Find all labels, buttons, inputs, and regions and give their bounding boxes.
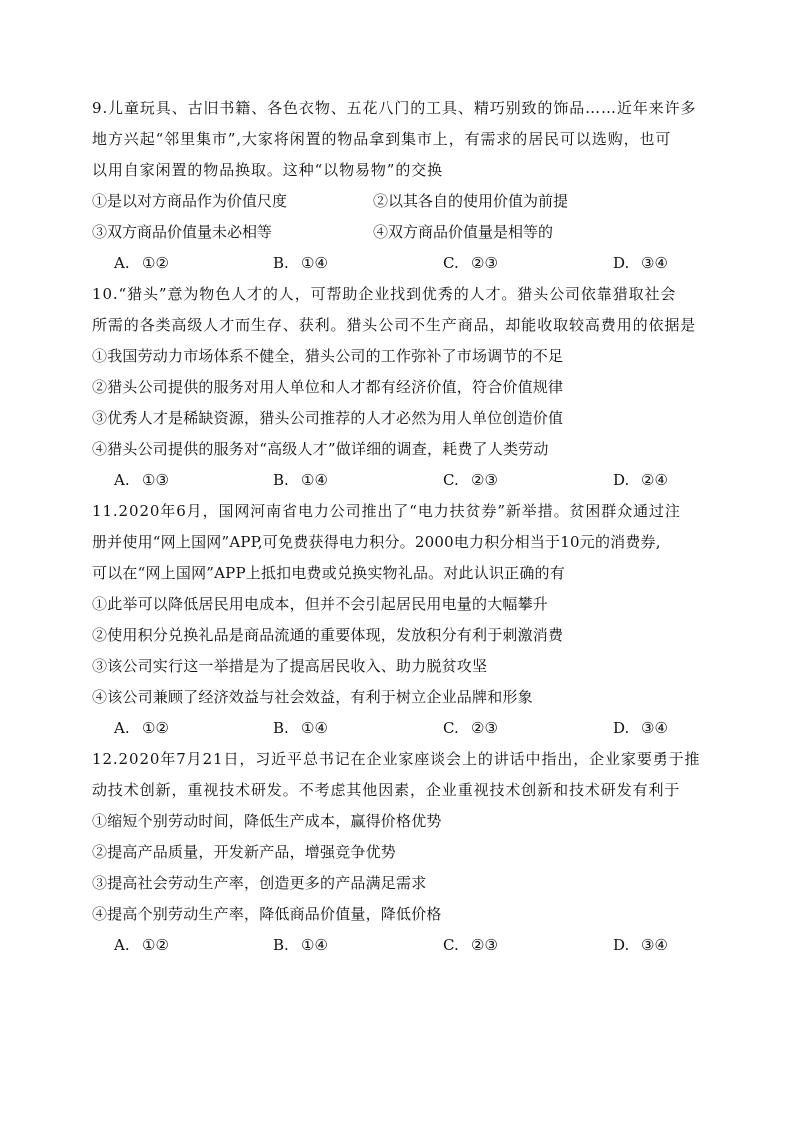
question-10-choice-c[interactable] [443, 465, 498, 496]
choice-text: ②③ [471, 719, 498, 737]
question-10-statement-3: ③优秀人才是稀缺资源，猎头公司推荐的人才必然为用人单位创造价值 [92, 409, 564, 427]
choice-letter: D. [613, 936, 630, 954]
question-12-choice-b[interactable] [273, 930, 328, 961]
choice-letter: D. [613, 254, 630, 272]
choice-letter: C. [443, 936, 459, 954]
question-11-choice-b[interactable] [273, 713, 328, 744]
choice-text: ①④ [301, 254, 328, 272]
question-11-choice-a[interactable] [114, 713, 169, 744]
choice-text: ①④ [301, 936, 328, 954]
question-11-statement-1: ①此举可以降低居民用电成本，但并不会引起居民用电量的大幅攀升 [92, 595, 549, 613]
exam-page [92, 93, 704, 961]
choice-text: ②④ [641, 471, 668, 489]
choice-text: ③④ [641, 719, 668, 737]
question-10-stem-line-1: 10.“猎头”意为物色人才的人，可帮助企业找到优秀的人才。猎头公司依靠猎取社会 [92, 285, 677, 303]
question-10-statement-4: ④猎头公司提供的服务对“高级人才”做详细的调查，耗费了人类劳动 [92, 440, 549, 458]
question-10-statement-1: ①我国劳动力市场体系不健全，猎头公司的工作弥补了市场调节的不足 [92, 347, 564, 365]
question-9-choice-c[interactable] [443, 248, 498, 279]
question-11-statement-4: ④该公司兼顾了经济效益与社会效益，有利于树立企业品牌和形象 [92, 688, 533, 706]
choice-text: ③④ [641, 936, 668, 954]
question-9-stem-line-2: 地方兴起“邻里集市”,大家将闲置的物品拿到集市上，有需求的居民可以选购，也可 [92, 130, 672, 148]
question-12-stem-line-1: 12.2020年7月21日，习近平总书记在企业家座谈会上的讲话中指出，企业家要勇于推 [92, 750, 701, 768]
question-12-statement-4: ④提高个别劳动生产率，降低商品价值量，降低价格 [92, 905, 442, 923]
choice-letter: D. [613, 471, 630, 489]
choice-text: ②③ [471, 254, 498, 272]
question-9-statement-2: ②以其各自的使用价值为前提 [373, 192, 569, 210]
question-11-statement-3: ③该公司实行这一举措是为了提高居民收入、助力脱贫攻坚 [92, 657, 488, 675]
question-12-stem-line-2: 动技术创新，重视技术研发。不考虑其他因素，企业重视技术创新和技术研发有利于 [92, 781, 681, 799]
choice-letter: A. [114, 936, 130, 954]
question-12-choice-c[interactable] [443, 930, 498, 961]
question-11-stem-line-3: 可以在“网上国网”APP上抵扣电费或兑换实物礼品。对此认识正确的有 [92, 564, 565, 582]
choice-letter: B. [273, 254, 289, 272]
question-9-stem-line-1: 9.儿童玩具、古旧书籍、各色衣物、五花八门的工具、精巧别致的饰品……近年来许多 [92, 99, 697, 117]
question-12-statement-1: ①缩短个别劳动时间，降低生产成本，赢得价格优势 [92, 812, 442, 830]
question-12-statement-3: ③提高社会劳动生产率，创造更多的产品满足需求 [92, 874, 427, 892]
question-10-choice-d[interactable] [613, 465, 668, 496]
question-12-choices [92, 930, 704, 961]
choice-text: ①② [142, 254, 169, 272]
question-12-statement-2: ②提高产品质量，开发新产品，增强竞争优势 [92, 843, 397, 861]
choice-letter: A. [114, 719, 130, 737]
question-12-choice-d[interactable] [613, 930, 668, 961]
choice-letter: B. [273, 471, 289, 489]
choice-text: ②③ [471, 936, 498, 954]
choice-letter: A. [114, 254, 130, 272]
choice-text: ②③ [471, 471, 498, 489]
question-10-statement-2: ②猎头公司提供的服务对用人单位和人才都有经济价值，符合价值规律 [92, 378, 564, 396]
question-11 [92, 496, 704, 744]
question-9 [92, 93, 704, 279]
choice-text: ①③ [142, 471, 169, 489]
question-10-choices [92, 465, 704, 496]
question-11-stem-line-2: 册并使用“网上国网”APP,可免费获得电力积分。2000电力积分相当于10元的消费券, [92, 533, 661, 551]
question-9-statement-4: ④双方商品价值量是相等的 [373, 223, 554, 241]
question-9-statements-row-1 [92, 186, 704, 217]
choice-letter: B. [273, 936, 289, 954]
choice-text: ①④ [301, 471, 328, 489]
question-9-choices [92, 248, 704, 279]
choice-letter: C. [443, 471, 459, 489]
choice-letter: D. [613, 719, 630, 737]
question-10-choice-b[interactable] [273, 465, 328, 496]
choice-text: ①④ [301, 719, 328, 737]
question-9-choice-b[interactable] [273, 248, 328, 279]
question-12 [92, 744, 704, 961]
choice-text: ①② [142, 719, 169, 737]
question-11-stem-line-1: 11.2020年6月，国网河南省电力公司推出了“电力扶贫券”新举措。贫困群众通过注 [92, 502, 681, 520]
question-9-choice-a[interactable] [114, 248, 169, 279]
question-11-statement-2: ②使用积分兑换礼品是商品流通的重要体现，发放积分有利于刺激消费 [92, 626, 564, 644]
choice-text: ③④ [641, 254, 668, 272]
question-12-choice-a[interactable] [114, 930, 169, 961]
question-11-choice-c[interactable] [443, 713, 498, 744]
choice-letter: C. [443, 254, 459, 272]
question-9-statement-1: ①是以对方商品作为价值尺度 [92, 192, 288, 210]
choice-letter: B. [273, 719, 289, 737]
choice-text: ①② [142, 936, 169, 954]
question-10-stem-line-2: 所需的各类高级人才而生存、获利。猎头公司不生产商品，却能收取较高费用的依据是 [92, 316, 697, 334]
question-9-choice-d[interactable] [613, 248, 668, 279]
question-11-choice-d[interactable] [613, 713, 668, 744]
choice-letter: A. [114, 471, 130, 489]
question-11-choices [92, 713, 704, 744]
choice-letter: C. [443, 719, 459, 737]
question-10 [92, 279, 704, 496]
question-10-choice-a[interactable] [114, 465, 169, 496]
question-9-statement-3: ③双方商品价值量未必相等 [92, 223, 273, 241]
question-9-stem-line-3: 以用自家闲置的物品换取。这种“以物易物”的交换 [92, 161, 444, 179]
question-9-statements-row-2 [92, 217, 704, 248]
